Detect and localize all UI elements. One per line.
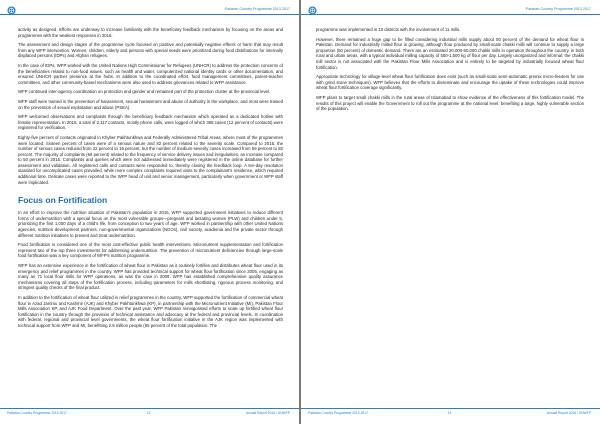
- page-number: 13: [146, 411, 151, 415]
- header-rule: [301, 14, 600, 15]
- footer-rule: [301, 408, 600, 409]
- paragraph: programme was implemented in 10 districts with the involvement of 11 mills.: [316, 27, 461, 32]
- paragraph: Eighty-five percent of contacts originated in Khyber Pakhtunkhwa and Federally Administered Tribal Areas, where most of the programmes were located. Sixteen percent of cases were of a serious nature and 82 percent related to the severity scale. Compared to 2015, the number of serious cases reduced from 22 percent to 16 percent, but the number of medium-severity cases increased from 59 percent to 82 percent. The majority of complaints (66 percent) related to the frequency of service delivery issues and irregularities, an increase compared to 50 percent in 2015. Complaints and queries which were not addressed immediately were registered in the online database for further assessment and validation. All registered calls and contacts were responded to, thereby closing the feedback loop. A ten-day resolution standard for uncomplicated cases prevailed, while more complex complaints required visits to the complainant's residence, which required additional time. Delicate cases were reported to the WFP head of unit and senior management, particularly when government or WFP staff were implicated.: [18, 134, 283, 185]
- footer-left: Pakistan Country Programme 2013-2017: [308, 411, 368, 415]
- page-footer: [7, 411, 290, 416]
- paragraph: Appropriate technology for village-level wheat flour fortification does exist (such as small-scale semi-automatic premix micro-feeders for use with grind stone techniques). WFP believes that the efforts to disseminate and encourage the uptake of these technologies could improve wheat flour fortification coverage significantly.: [316, 74, 584, 91]
- paragraph: WFP continued inter-agency coordination on protection and gender and remained part of the protection cluster at the provincial level.: [18, 89, 271, 95]
- paragraph: In addition to the fortification of wheat flour utilized in relief programmes in the country, WFP supported the fortification of commercial wheat flour in Azad Jammu and Kashmir (AJK) and Khyber Pakhtunkhwa (KP), in partnership with the Micronutrient Initiative (MI), Pakistan Flour Mills Association KP, and AJK Food Department. Over the past year, WFP Pakistan reinvigorated efforts to scale up fortified wheat flour fortification in the country through the provision of technical assistance and advocacy at the federal and provincial levels. In coordination with federal, regional and provincial level governments, the wheat flour fortification initiative in the AJK region was implemented with technical support from WFP and MI, benefitting 2.6 million people (65 percent of the total population. The: [18, 294, 283, 328]
- paragraph: activity as designed. Efforts are underway to increase familiarity with the beneficiary feedback mechanism by focusing on the areas and programmes with the weakest responses in 2016.: [18, 27, 283, 38]
- paragraph: The assessment and design stages of the programme cycle focused on positive and potentially negative effects or harm that may result from any WFP intervention. Women, children, elderly and persons with special needs were prioritized during food distributions for internally displaced persons (IDPs) and Afghan refugees.: [18, 42, 283, 59]
- running-head: Pakistan Country Programme 2013-2017: [525, 7, 591, 11]
- section-title: Focus on Fortification: [18, 195, 108, 206]
- footer-right: Annual Report 2016 / UNWFP: [245, 411, 290, 415]
- right-page: [301, 0, 600, 424]
- footer-left: Pakistan Country Programme 2013-2017: [7, 411, 67, 415]
- left-page: [0, 0, 299, 424]
- page-footer: [308, 411, 591, 416]
- paragraph: WFP has an extensive experience in the fortification of wheat flour in Pakistan as it routinely fortifies and distributes wheat flour used in its emergency and relief programmes in the country. WFP has provided technical support for wheat flour fortification since 2005, engaging as many as 71 local flour mills for WFP operations, as was the case in 2009. WFP has established comprehensive quality assurance mechanisms covering all steps of the fortification process, including parameters for mills shortlisting, rigorous process monitoring, and stringent quality checks of the final product.: [18, 263, 283, 291]
- page-number: 14: [447, 411, 452, 415]
- running-head: Pakistan Country Programme 2013-2017: [224, 7, 290, 11]
- right-page-content: [316, 27, 584, 116]
- paragraph: In an effort to improve the nutrition situation of Pakistan's population in 2016, WFP supported government initiatives to reduce different forms of undernutrition with a special focus on the most vulnerable groups—pregnant and lactating women (PLW) and children under 5, prioritizing the first 1,000 days of a child's life, from conception to two years of age. WFP worked in partnership with other United Nations agencies, nutrition development partners, non-governmental organizations (NGOs), civil society, academia and the private sector through different nutrition initiatives to prevent and treat undernutrition.: [18, 210, 283, 238]
- paragraph: WFP welcomed observations and complaints through the beneficiary feedback mechanism which operated as a dedicated hotline with female representation. In 2016, a total of 2,117 contacts, mostly phone calls, were logged of which 368 cases (12 percent of contacts) were registered for verification.: [18, 114, 283, 131]
- paragraph: Food fortification is considered one of the most cost-effective public health interventions. Micronutrient supplementation and fortification represent two of the top three investments for addressing undernutrition. The prevention of micronutrient deficiencies through large-scale food fortification was a key component of WFP's nutrition programme.: [18, 242, 283, 259]
- paragraph: In the case of IDPs, WFP worked with the United Nations High Commissioner for Refugees (UNHCR) to address the protection concerns of the beneficiaries related to non-food issues, such as health and water, computerized national identity cards or other documentation, and ensured UNHCR partner presence at the hubs. In addition to the coordinated effort, food management committees, parent-teacher committees, and other community-based mechanisms were also used to address grievances related to WFP assistance.: [18, 62, 283, 85]
- footer-right: Annual Report 2016 / UNWFP: [546, 411, 591, 415]
- footer-rule: [0, 408, 299, 409]
- paragraph: WFP staff were trained in the prevention of harassment, sexual harassment and abuse of authority in the workplace, and most were trained on the prevention of sexual exploitation and abuse (PSEA).: [18, 98, 283, 110]
- header-rule: [0, 14, 299, 15]
- left-page-content: [18, 27, 283, 333]
- paragraph: However, there remained a huge gap to be filled considering industrial mills supply about 50 percent of the demand for wheat flour in Pakistan. Demand for industrially milled flour is growing, although flour produced by small-scale chakki mills will continue to supply a large proportion (50 percent) of domestic demand. There are an estimated 20,000-50,000 chakki mills in operation throughout the country, in both rural and urban areas, with a typical individual milling capacity of 500-1,500 kg of flour per day. Largely unorganized and informal, the chakki mill sector is not associated with the Pakistan Flour Mills Association and is entirely to be targeted by industrially focused wheat flour fortification.: [316, 36, 584, 70]
- paragraph: WFP plans to target small chakki mills in the rural areas of Islamabad to show evidence of the effectiveness of this fortification model. The results of this project will enable the Government to roll out the programme at the national level, benefiting a large, highly vulnerable section of the population.: [316, 94, 584, 112]
